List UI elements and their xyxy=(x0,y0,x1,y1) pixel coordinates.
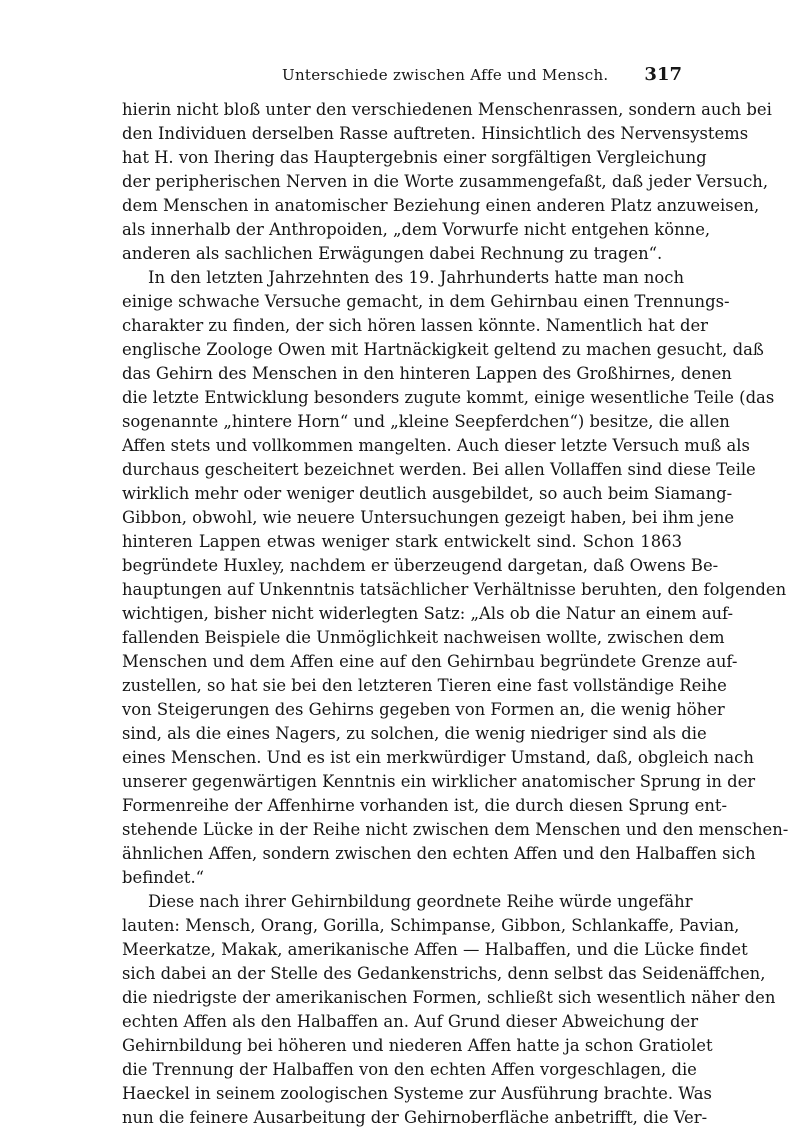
text-line: englische Zoologe Owen mit Hartnäckigkeit geltend zu machen gesucht, daß xyxy=(122,340,764,359)
text-line: hat H. von Ihering das Hauptergebnis einer sorgfältigen Vergleichung xyxy=(122,148,707,167)
text-line: wichtigen, bisher nicht widerlegten Satz: „Als ob die Natur an einem auf- xyxy=(122,604,734,623)
text-line: die letzte Entwicklung besonders zugute kommt, einige wesentliche Teile (das xyxy=(122,388,775,407)
text-line: hierin nicht bloß unter den verschiedenen Menschenrassen, sondern auch bei xyxy=(122,100,772,119)
text-line: begründete Huxley, nachdem er überzeugend dargetan, daß Owens Be- xyxy=(122,556,719,575)
body-text xyxy=(122,98,789,1130)
text-line: die Trennung der Halbaffen von den echten Affen vorgeschlagen, die xyxy=(122,1060,697,1079)
text-line: befindet.“ xyxy=(122,868,205,887)
text-line: unserer gegenwärtigen Kenntnis ein wirklicher anatomischer Sprung in der xyxy=(122,772,756,791)
text-line: eines Menschen. Und es ist ein merkwürdiger Umstand, daß, obgleich nach xyxy=(122,748,754,767)
text-line: von Steigerungen des Gehirns gegeben von Formen an, die wenig höher xyxy=(122,700,725,719)
text-line: anderen als sachlichen Erwägungen dabei Rechnung zu tragen“. xyxy=(122,244,663,263)
paragraph xyxy=(122,98,772,266)
paragraph xyxy=(122,266,789,890)
text-line: Affen stets und vollkommen mangelten. Auch dieser letzte Versuch muß als xyxy=(122,436,750,455)
text-line: hinteren Lappen etwas weniger stark entwickelt sind. Schon 1863 xyxy=(122,532,682,551)
text-line: hauptungen auf Unkenntnis tatsächlicher Verhältnisse beruhten, den folgenden xyxy=(122,580,787,599)
text-line: echten Affen als den Halbaffen an. Auf Grund dieser Abweichung der xyxy=(122,1012,699,1031)
text-line: einige schwache Versuche gemacht, in dem Gehirnbau einen Trennungs- xyxy=(122,292,730,311)
text-line: fallenden Beispiele die Unmöglichkeit nachweisen wollte, zwischen dem xyxy=(122,628,725,647)
text-line: durchaus gescheitert bezeichnet werden. Bei allen Vollaffen sind diese Teile xyxy=(122,460,756,479)
page-number: 317 xyxy=(644,64,682,85)
running-head-title: Unterschiede zwischen Affe und Mensch. xyxy=(282,66,609,84)
text-line: sind, als die eines Nagers, zu solchen, die wenig niedriger sind als die xyxy=(122,724,707,743)
text-line: nun die feinere Ausarbeitung der Gehirnoberfläche anbetrifft, die Ver- xyxy=(122,1108,708,1127)
text-line: als innerhalb der Anthropoiden, „dem Vorwurfe nicht entgehen könne, xyxy=(122,220,711,239)
text-line: Meerkatze, Makak, amerikanische Affen — Halbaffen, und die Lücke findet xyxy=(122,940,748,959)
text-line: zustellen, so hat sie bei den letzteren Tieren eine fast vollständige Reihe xyxy=(122,676,727,695)
text-line: Diese nach ihrer Gehirnbildung geordnete Reihe würde ungefähr xyxy=(148,892,693,911)
text-line: der peripherischen Nerven in die Worte zusammengefaßt, daß jeder Versuch, xyxy=(122,172,769,191)
text-line: Haeckel in seinem zoologischen Systeme zur Ausführung brachte. Was xyxy=(122,1084,712,1103)
text-line: lauten: Mensch, Orang, Gorilla, Schimpanse, Gibbon, Schlankaffe, Pavian, xyxy=(122,916,740,935)
paragraph xyxy=(122,890,776,1130)
text-line: sich dabei an der Stelle des Gedankenstrichs, denn selbst das Seidenäffchen, xyxy=(122,964,766,983)
text-line: sogenannte „hintere Horn“ und „kleine Seepferdchen“) besitze, die allen xyxy=(122,412,730,431)
text-line: Formenreihe der Affenhirne vorhanden ist, die durch diesen Sprung ent- xyxy=(122,796,728,815)
text-line: charakter zu finden, der sich hören lassen könnte. Namentlich hat der xyxy=(122,316,709,335)
text-line: Menschen und dem Affen eine auf den Gehirnbau begründete Grenze auf- xyxy=(122,652,738,671)
text-line: Gibbon, obwohl, wie neuere Untersuchungen gezeigt haben, bei ihm jene xyxy=(122,508,735,527)
text-line: Gehirnbildung bei höheren und niederen Affen hatte ja schon Gratiolet xyxy=(122,1036,713,1055)
text-line: stehende Lücke in der Reihe nicht zwischen dem Menschen und den menschen- xyxy=(122,820,789,839)
text-line: das Gehirn des Menschen in den hinteren Lappen des Großhirnes, denen xyxy=(122,364,732,383)
text-line: wirklich mehr oder weniger deutlich ausgebildet, so auch beim Siamang- xyxy=(122,484,733,503)
running-head xyxy=(122,60,682,90)
text-line: ähnlichen Affen, sondern zwischen den echten Affen und den Halbaffen sich xyxy=(122,844,756,863)
text-line: In den letzten Jahrzehnten des 19. Jahrhunderts hatte man noch xyxy=(148,268,685,287)
text-line: den Individuen derselben Rasse auftreten. Hinsichtlich des Nervensystems xyxy=(122,124,749,143)
text-line: dem Menschen in anatomischer Beziehung einen anderen Platz anzuweisen, xyxy=(122,196,760,215)
text-line: die niedrigste der amerikanischen Formen, schließt sich wesentlich näher den xyxy=(122,988,776,1007)
